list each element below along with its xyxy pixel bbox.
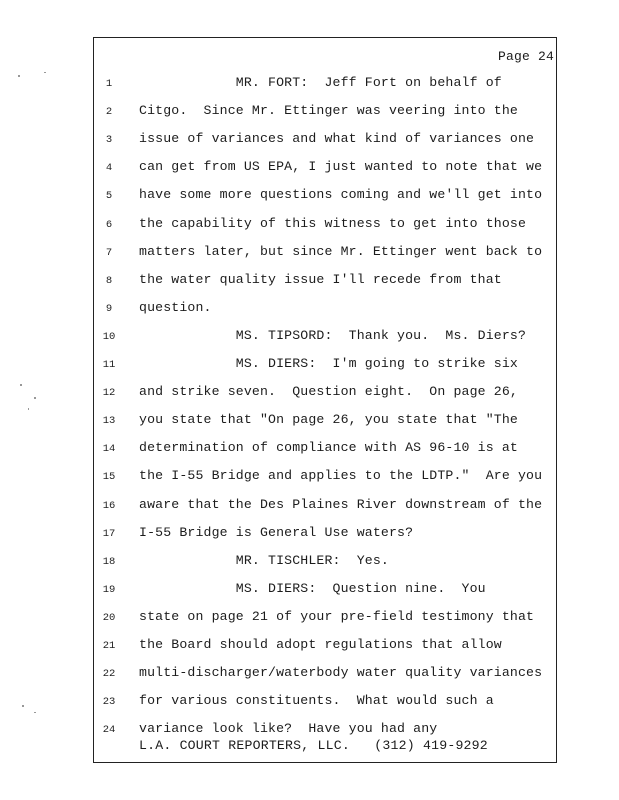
transcript-line [0, 356, 619, 376]
line-number: 8 [105, 274, 113, 287]
transcript-line [0, 384, 619, 404]
transcript-line [0, 637, 619, 657]
line-text: you state that "On page 26, you state that "The [139, 412, 518, 428]
transcript-line [0, 525, 619, 545]
transcript-line [0, 272, 619, 292]
line-number: 15 [102, 471, 116, 484]
line-text: determination of compliance with AS 96-10 is at [139, 440, 518, 456]
line-text: multi-discharger/waterbody water quality variances [139, 665, 543, 681]
line-text: MS. DIERS: I'm going to strike six [139, 356, 518, 371]
transcript-line [0, 103, 619, 123]
transcript-line [0, 412, 619, 432]
line-number: 14 [102, 443, 116, 456]
transcript-line [0, 609, 619, 629]
line-text: and strike seven. Question eight. On page 26, [139, 384, 518, 400]
scan-speck [18, 75, 20, 77]
line-text: the water quality issue I'll recede from that [139, 271, 502, 287]
footer-court-reporters: L.A. COURT REPORTERS, LLC. (312) 419-9292 [139, 738, 488, 753]
line-number: 13 [102, 415, 116, 428]
scan-speck [22, 705, 24, 707]
scan-speck [28, 408, 29, 410]
transcript-line [0, 581, 619, 601]
line-text: question. [139, 299, 212, 315]
line-number: 6 [105, 218, 113, 231]
line-text: aware that the Des Plaines River downstream of the [139, 496, 543, 512]
line-text: the Board should adopt regulations that allow [139, 637, 502, 652]
line-number: 22 [102, 668, 116, 681]
line-number: 24 [102, 724, 116, 737]
line-text: the I-55 Bridge and applies to the LDTP." Are you [139, 468, 543, 484]
transcript-line [0, 159, 619, 179]
transcript-line [0, 131, 619, 151]
transcript-line [0, 665, 619, 685]
line-text: MR. TISCHLER: Yes. [139, 552, 389, 568]
line-text: variance look like? Have you had any [139, 721, 438, 737]
line-text: Citgo. Since Mr. Ettinger was veering into the [139, 103, 518, 119]
page-number: Page 24 [498, 49, 555, 64]
line-number: 16 [102, 499, 116, 512]
line-text: MR. FORT: Jeff Fort on behalf of [139, 75, 502, 90]
line-text: MS. TIPSORD: Thank you. Ms. Diers? [139, 327, 527, 343]
scan-speck [34, 397, 36, 399]
transcript-line [0, 497, 619, 517]
line-number: 4 [105, 162, 113, 175]
line-number: 18 [102, 555, 116, 568]
line-text: state on page 21 of your pre-field testimony that [139, 608, 535, 624]
line-number: 2 [105, 106, 113, 119]
line-number: 7 [105, 246, 113, 259]
line-number: 10 [102, 330, 116, 343]
transcript-line [0, 216, 619, 236]
line-text: for various constituents. What would such a [139, 693, 494, 709]
line-number: 19 [102, 583, 116, 596]
line-text: have some more questions coming and we'll get into [139, 187, 543, 203]
line-text: MS. DIERS: Question nine. You [139, 580, 486, 596]
line-number: 11 [102, 359, 116, 371]
line-number: 12 [102, 387, 116, 400]
line-number: 3 [105, 134, 113, 147]
line-number: 1 [105, 78, 113, 90]
line-text: the capability of this witness to get into those [139, 215, 527, 231]
line-number: 23 [102, 696, 116, 709]
scan-speck [44, 72, 46, 73]
transcript-line [0, 244, 619, 264]
transcript-line [0, 300, 619, 320]
line-text: matters later, but since Mr. Ettinger went back to [139, 243, 543, 259]
line-number: 5 [105, 190, 113, 203]
line-number: 17 [102, 527, 116, 540]
transcript-line [0, 187, 619, 207]
transcript-line [0, 328, 619, 348]
line-text: I-55 Bridge is General Use waters? [139, 524, 414, 540]
transcript-line [0, 75, 619, 95]
line-number: 20 [102, 611, 116, 624]
scan-speck [20, 384, 22, 386]
line-text: issue of variances and what kind of variances one [139, 131, 535, 147]
transcript-line [0, 468, 619, 488]
line-number: 21 [102, 640, 116, 652]
scan-speck [34, 712, 36, 713]
transcript-line [0, 693, 619, 713]
line-number: 9 [105, 302, 113, 315]
transcript-line [0, 440, 619, 460]
transcript-line [0, 553, 619, 573]
line-text: can get from US EPA, I just wanted to note that we [139, 159, 543, 175]
